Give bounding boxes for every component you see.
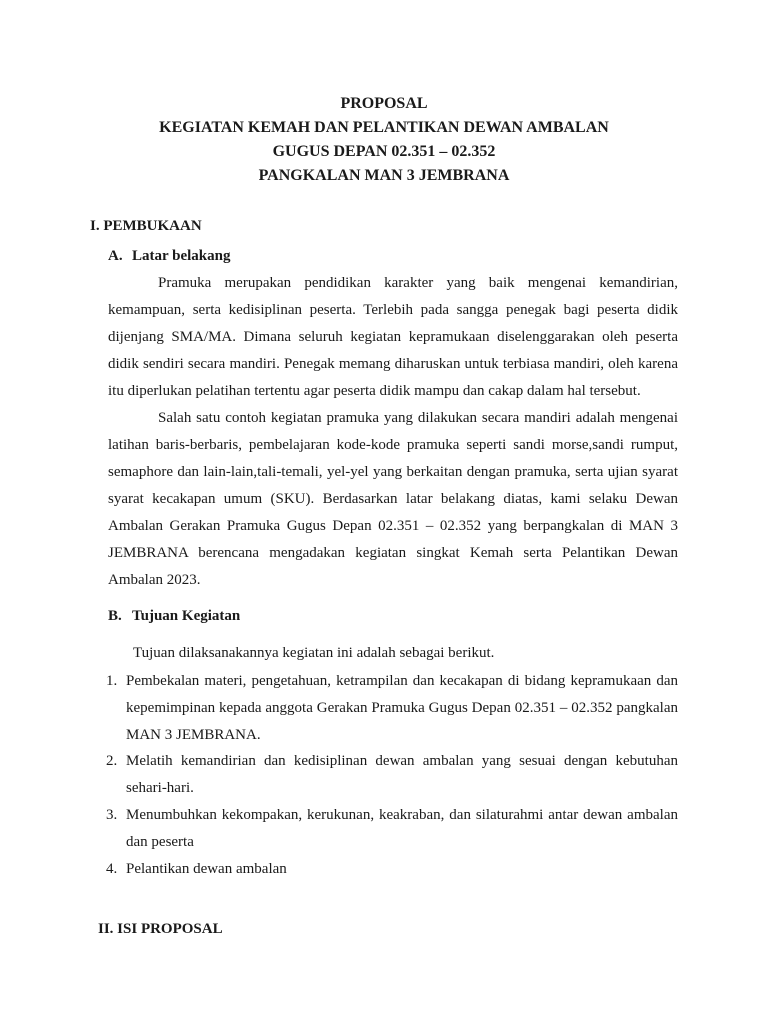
list-item-text: Menumbuhkan kekompakan, kerukunan, keakraban, dan silaturahmi antar dewan ambalan dan peserta: [126, 807, 678, 850]
list-item-text: Pembekalan materi, pengetahuan, ketrampilan dan kecakapan di bidang kepramukaan dan kepemimpinan kepada anggota Gerakan Pramuka Gugus Depan 02.351 – 02.352 pangkalan MAN 3 JEMBRANA.: [126, 673, 678, 743]
list-item-text: Melatih kemandirian dan kedisiplinan dewan ambalan yang sesuai dengan kebutuhan sehari-hari.: [126, 753, 678, 796]
list-item: [106, 802, 678, 856]
doc-subtitle-unit: GUGUS DEPAN 02.351 – 02.352: [272, 143, 496, 160]
section-1-heading: [90, 218, 202, 235]
list-item: [106, 748, 678, 802]
list-item-number: 2.: [106, 753, 118, 769]
list-item-number: 4.: [106, 861, 118, 877]
background-paragraph-1: Pramuka merupakan pendidikan karakter yang baik mengenai kemandirian, kemampuan, serta kedisiplinan peserta. Terlebih pada sangga penegak bagi peserta didik dijenjang SMA/MA. Dimana seluruh kegiatan kepramukaan diselenggarakan oleh peserta didik sendiri secara mandiri. Penegak memang diharuskan untuk terbiasa mandiri, oleh karena itu diperlukan pelatihan tertentu agar peserta didik mampu dan cakap dalam hal tersebut.: [108, 275, 678, 399]
list-item-text: Pelantikan dewan ambalan: [126, 861, 287, 877]
doc-title: PROPOSAL: [340, 95, 428, 112]
subsection-a-letter: A.: [108, 248, 123, 264]
objectives-intro: Tujuan dilaksanakannya kegiatan ini adalah sebagai berikut.: [133, 645, 495, 661]
section-2-heading: II. ISI PROPOSAL: [98, 921, 223, 937]
section-1-number: I.: [90, 218, 100, 234]
list-item-number: 1.: [106, 673, 118, 689]
subsection-b-title: Tujuan Kegiatan: [132, 608, 241, 624]
subsection-a-title: Latar belakang: [132, 248, 231, 264]
list-item-number: 3.: [106, 807, 118, 823]
subsection-b-heading: [108, 608, 240, 625]
doc-subtitle-activity: KEGIATAN KEMAH DAN PELANTIKAN DEWAN AMBALAN: [159, 119, 609, 136]
list-item: [106, 668, 678, 749]
background-paragraph-2: Salah satu contoh kegiatan pramuka yang dilakukan secara mandiri adalah mengenai latihan baris-berbaris, pembelajaran kode-kode pramuka seperti sandi morse,sandi rumput, semaphore dan lain-lain,tali-temali, yel-yel yang berkaitan dengan pramuka, serta ujian syarat syarat kecakapan umum (SKU). Berdasarkan latar belakang diatas, kami selaku Dewan Ambalan Gerakan Pramuka Gugus Depan 02.351 – 02.352 yang berpangkalan di MAN 3 JEMBRANA berencana mengadakan kegiatan singkat Kemah serta Pelantikan Dewan Ambalan 2023.: [108, 410, 678, 588]
section-1-title: PEMBUKAAN: [103, 218, 202, 234]
subsection-b-letter: B.: [108, 608, 122, 624]
list-item: [106, 856, 678, 883]
subsection-a-heading: [108, 248, 231, 265]
doc-subtitle-base: PANGKALAN MAN 3 JEMBRANA: [258, 167, 510, 184]
